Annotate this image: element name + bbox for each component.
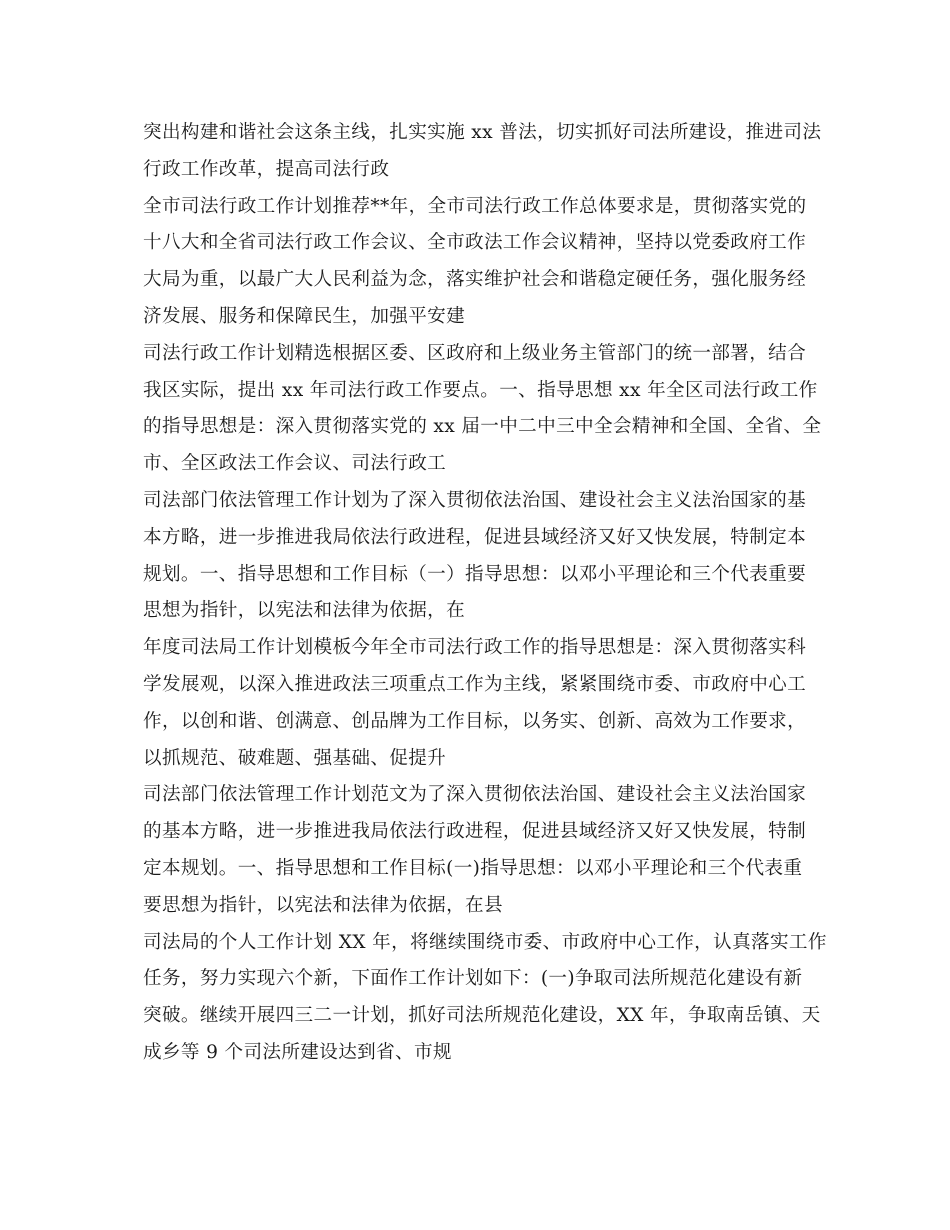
- text-line: 思想为指针，以宪法和法律为依据，在: [143, 600, 466, 622]
- text-line: 任务，努力实现六个新，下面作工作计划如下：(一)争取司法所规范化建设有新: [143, 968, 803, 990]
- text-line: 年度司法局工作计划模板今年全市司法行政工作的指导思想是：深入贯彻落实科: [143, 637, 807, 659]
- text-line: 定本规划。一、指导思想和工作目标(一)指导思想：以邓小平理论和三个代表重: [143, 857, 803, 879]
- text-line: 全市司法行政工作计划推荐**年，全市司法行政工作总体要求是，贯彻落实党的: [143, 195, 807, 217]
- text-line: 十八大和全省司法行政工作会议、全市政法工作会议精神，坚持以党委政府工作: [143, 232, 807, 254]
- text-line: 突出构建和谐社会这条主线，扎实实施 xx 普法，切实抓好司法所建设，推进司法: [143, 122, 822, 143]
- text-line: 作，以创和谐、创满意、创品牌为工作目标，以务实、创新、高效为工作要求，: [143, 710, 807, 732]
- text-line: 司法部门依法管理工作计划为了深入贯彻依法治国、建设社会主义法治国家的基: [143, 489, 807, 511]
- text-line: 的指导思想是：深入贯彻落实党的 xx 届一中二中三中全会精神和全国、全省、全: [143, 416, 822, 438]
- text-line: 以抓规范、破难题、强基础、促提升: [143, 747, 447, 769]
- text-line: 学发展观，以深入推进政法三项重点工作为主线，紧紧围绕市委、市政府中心工: [143, 673, 807, 695]
- text-line: 要思想为指针，以宪法和法律为依据，在县: [143, 894, 503, 916]
- text-line: 行政工作改革，提高司法行政: [143, 158, 390, 180]
- text-line: 的基本方略，进一步推进我局依法行政进程，促进县域经济又好又快发展，特制: [143, 821, 807, 843]
- text-line: 司法行政工作计划精选根据区委、区政府和上级业务主管部门的统一部署，结合: [143, 342, 807, 364]
- text-line: 规划。一、指导思想和工作目标（一）指导思想：以邓小平理论和三个代表重要: [143, 563, 807, 585]
- text-line: 市、全区政法工作会议、司法行政工: [143, 453, 447, 475]
- document-body: [143, 115, 827, 1072]
- text-line: 大局为重，以最广大人民利益为念，落实维护社会和谐稳定硬任务，强化服务经: [143, 269, 807, 291]
- text-line: 济发展、服务和保障民生，加强平安建: [143, 305, 466, 327]
- text-line: 突破。继续开展四三二一计划，抓好司法所规范化建设，XX 年，争取南岳镇、天: [143, 1005, 821, 1027]
- text-line: 我区实际，提出 xx 年司法行政工作要点。一、指导思想 xx 年全区司法行政工作: [143, 379, 818, 401]
- text-line: 成乡等 9 个司法所建设达到省、市规: [143, 1041, 452, 1063]
- text-line: 本方略，进一步推进我局依法行政进程，促进县域经济又好又快发展，特制定本: [143, 526, 807, 548]
- text-line: 司法部门依法管理工作计划范文为了深入贯彻依法治国、建设社会主义法治国家: [143, 784, 807, 806]
- text-line: 司法局的个人工作计划 XX 年，将继续围绕市委、市政府中心工作，认真落实工作: [143, 931, 827, 953]
